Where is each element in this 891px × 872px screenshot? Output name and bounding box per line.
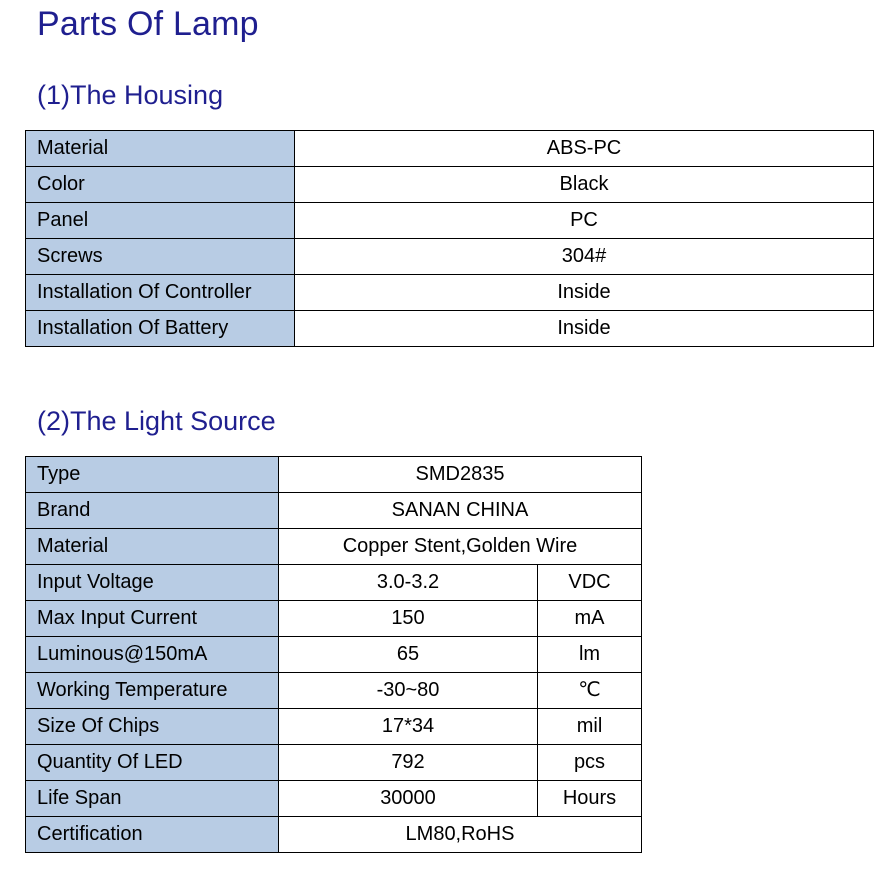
light-current-label: Max Input Current [26,601,279,637]
light-temperature-value: -30~80 [279,673,538,709]
light-temperature-label: Working Temperature [26,673,279,709]
table-row [26,239,874,275]
housing-screws-label: Screws [26,239,295,275]
table-row [26,457,642,493]
table-row [26,817,642,853]
housing-panel-value: PC [295,203,874,239]
housing-controller-label: Installation Of Controller [26,275,295,311]
table-row [26,709,642,745]
table-row [26,311,874,347]
light-material-value: Copper Stent,Golden Wire [279,529,642,565]
light-led-quantity-label: Quantity Of LED [26,745,279,781]
light-luminous-label: Luminous@150mA [26,637,279,673]
light-material-label: Material [26,529,279,565]
table-row [26,637,642,673]
page-title: Parts Of Lamp [37,5,259,43]
light-source-spec-table [25,456,642,853]
light-voltage-unit: VDC [538,565,642,601]
housing-panel-label: Panel [26,203,295,239]
light-led-quantity-value: 792 [279,745,538,781]
light-life-span-label: Life Span [26,781,279,817]
light-chip-size-label: Size Of Chips [26,709,279,745]
housing-battery-value: Inside [295,311,874,347]
table-row [26,203,874,239]
light-brand-value: SANAN CHINA [279,493,642,529]
housing-screws-value: 304# [295,239,874,275]
light-current-unit: mA [538,601,642,637]
light-current-value: 150 [279,601,538,637]
housing-material-value: ABS-PC [295,131,874,167]
table-row [26,275,874,311]
table-row [26,529,642,565]
light-luminous-unit: lm [538,637,642,673]
light-brand-label: Brand [26,493,279,529]
table-row [26,745,642,781]
light-type-value: SMD2835 [279,457,642,493]
housing-color-value: Black [295,167,874,203]
light-chip-size-unit: mil [538,709,642,745]
housing-material-label: Material [26,131,295,167]
housing-spec-table [25,130,874,347]
light-chip-size-value: 17*34 [279,709,538,745]
light-voltage-value: 3.0-3.2 [279,565,538,601]
light-led-quantity-unit: pcs [538,745,642,781]
table-row [26,781,642,817]
light-certification-value: LM80,RoHS [279,817,642,853]
table-row [26,167,874,203]
housing-battery-label: Installation Of Battery [26,311,295,347]
light-luminous-value: 65 [279,637,538,673]
housing-section-title: (1)The Housing [37,80,224,110]
table-row [26,601,642,637]
light-source-section-title: (2)The Light Source [37,406,276,436]
housing-color-label: Color [26,167,295,203]
light-life-span-unit: Hours [538,781,642,817]
table-row [26,673,642,709]
housing-controller-value: Inside [295,275,874,311]
table-row [26,493,642,529]
light-type-label: Type [26,457,279,493]
light-temperature-unit: ℃ [538,673,642,709]
table-row [26,131,874,167]
light-certification-label: Certification [26,817,279,853]
light-life-span-value: 30000 [279,781,538,817]
table-row [26,565,642,601]
light-voltage-label: Input Voltage [26,565,279,601]
